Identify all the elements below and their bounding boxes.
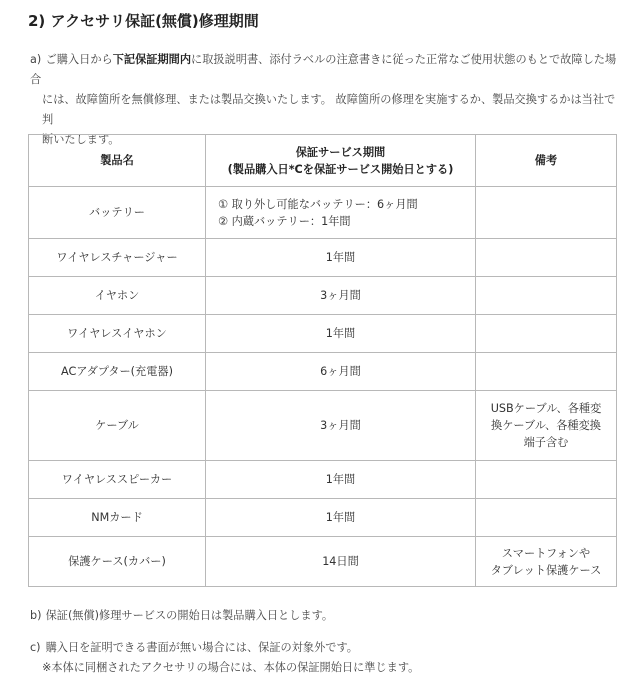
cell-period: [206, 499, 476, 537]
cell-notes: [476, 537, 617, 587]
cell-period: [206, 461, 476, 499]
cell-period-line: ② 内蔵バッテリー：1年間: [218, 214, 351, 228]
header-period-line2: (製品購入日*Cを保証サービス開始日とする): [227, 162, 454, 176]
header-period-line1: 保証サービス期間: [295, 145, 386, 159]
cell-notes: [476, 277, 617, 315]
cell-period-line: 14日間: [322, 555, 359, 568]
paragraph-c-note: ※本体に同梱されたアクセサリの場合には、本体の保証開始日に準じます。: [42, 661, 420, 674]
paragraph-a-pre: ご購入日から: [45, 53, 113, 66]
table-row: [29, 239, 617, 277]
warranty-period-emphasis: 下記保証期間内: [112, 53, 192, 66]
paragraph-b-text: 保証(無償)修理サービスの開始日は製品購入日とします。: [45, 609, 334, 622]
cell-notes: [476, 499, 617, 537]
cell-product: バッテリー: [29, 187, 206, 239]
cell-product: 保護ケース(カバー): [29, 537, 206, 587]
paragraph-c-label: c): [30, 641, 41, 654]
paragraph-a-line1: に取扱説明書、添付ラベルの注意書きに従った正常なご使用状態のもとで故障した場合: [30, 53, 617, 86]
cell-period-line: 1年間: [325, 327, 356, 340]
paragraph-b-label: b): [30, 609, 42, 622]
paragraph-a-line2: には、故障箇所を無償修理、または製品交換いたします。 故障箇所の修理を実施するか、製品交換するかは当社で判: [42, 93, 616, 126]
cell-product: イヤホン: [29, 277, 206, 315]
paragraph-b: [30, 606, 333, 626]
table-row: [29, 187, 617, 239]
cell-product: ACアダプター(充電器): [29, 353, 206, 391]
table-row: [29, 461, 617, 499]
cell-period-line: 3ヶ月間: [320, 289, 361, 302]
cell-notes-line: タブレット保護ケース: [490, 563, 602, 577]
cell-notes: [476, 239, 617, 277]
table-row: [29, 499, 617, 537]
cell-period-line: 1年間: [325, 511, 356, 524]
cell-notes: [476, 187, 617, 239]
table-row: [29, 315, 617, 353]
cell-notes: [476, 461, 617, 499]
table-row: [29, 277, 617, 315]
table-row: [29, 353, 617, 391]
table-row: [29, 391, 617, 461]
cell-notes: [476, 315, 617, 353]
cell-product: ケーブル: [29, 391, 206, 461]
cell-notes-line: スマートフォンや: [501, 546, 591, 560]
cell-period: [206, 315, 476, 353]
cell-notes: [476, 391, 617, 461]
cell-period-line: 1年間: [325, 473, 356, 486]
paragraph-c: [30, 638, 419, 678]
warranty-table: [28, 134, 617, 587]
cell-period: [206, 277, 476, 315]
paragraph-a-label: a): [30, 53, 42, 66]
header-notes: 備考: [476, 135, 617, 187]
header-product: 製品名: [29, 135, 206, 187]
cell-product: ワイヤレスチャージャー: [29, 239, 206, 277]
section-title: 2) アクセサリ保証(無償)修理期間: [28, 12, 259, 30]
cell-period-line: ① 取り外し可能なバッテリー：6ヶ月間: [218, 197, 418, 211]
paragraph-a-line3: 断いたします。: [42, 133, 120, 146]
cell-product: NMカード: [29, 499, 206, 537]
cell-product: ワイヤレスイヤホン: [29, 315, 206, 353]
cell-period: [206, 391, 476, 461]
cell-period: [206, 239, 476, 277]
cell-period: [206, 187, 476, 239]
table-body: [29, 187, 617, 587]
cell-period-line: 6ヶ月間: [320, 365, 361, 378]
table-header-row: [29, 135, 617, 187]
cell-period: [206, 537, 476, 587]
cell-period: [206, 353, 476, 391]
cell-product: ワイヤレススピーカー: [29, 461, 206, 499]
cell-notes: [476, 353, 617, 391]
paragraph-c-text: 購入日を証明できる書面が無い場合には、保証の対象外です。: [45, 641, 358, 654]
cell-notes-line: 端子含む: [523, 436, 569, 449]
table-row: [29, 537, 617, 587]
header-period: [206, 135, 476, 187]
cell-period-line: 3ヶ月間: [320, 419, 361, 432]
cell-period-line: 1年間: [325, 251, 356, 264]
cell-notes-line: 換ケーブル、各種変換: [491, 419, 601, 432]
cell-notes-line: USBケーブル、各種変: [490, 402, 602, 415]
